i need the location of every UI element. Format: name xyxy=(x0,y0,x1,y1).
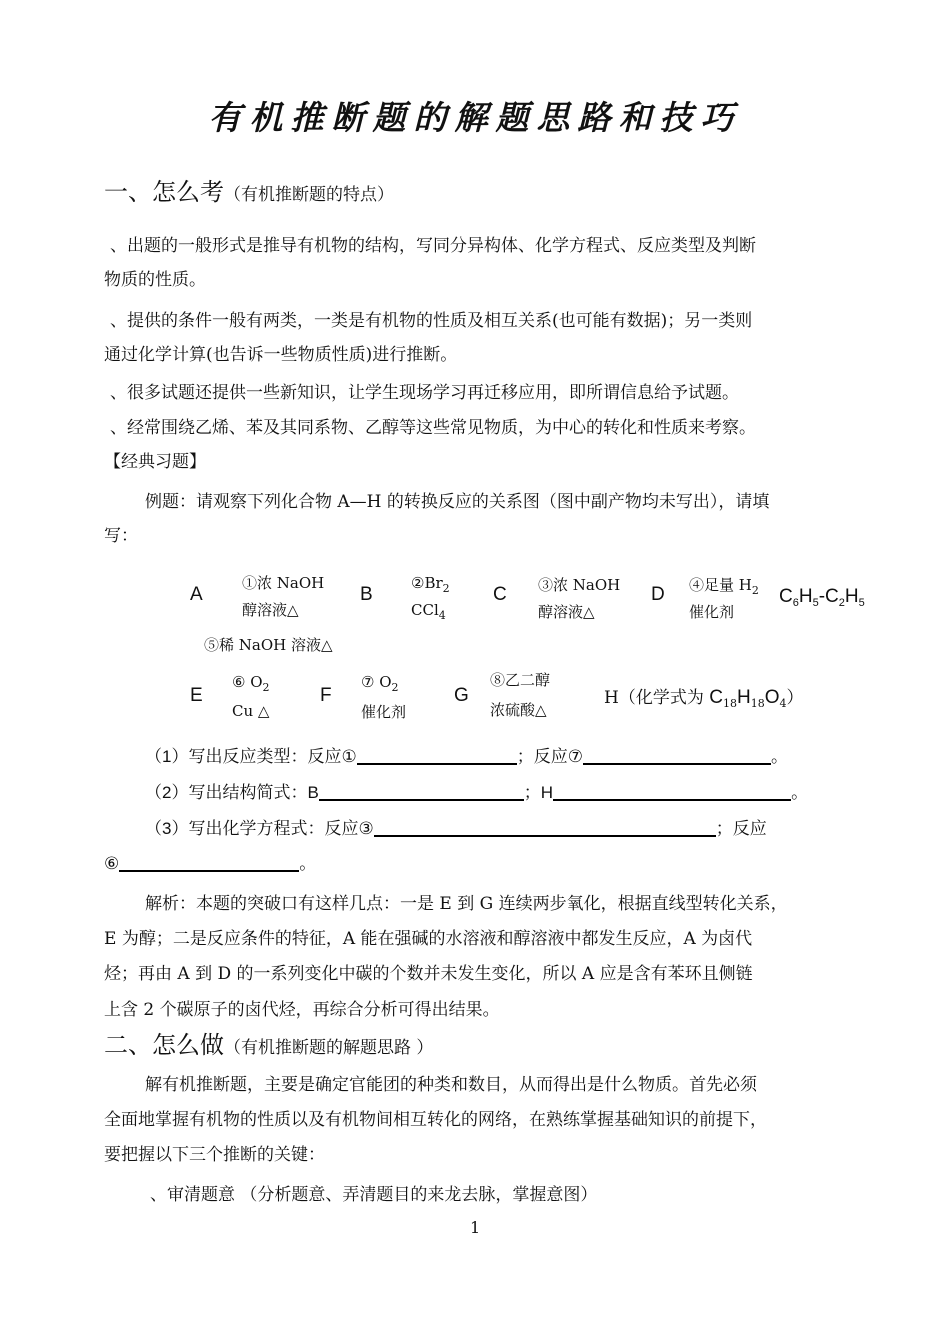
pf-3: -C xyxy=(818,586,839,607)
section1-heading xyxy=(104,172,394,207)
condition-2-bottom-text: CCl xyxy=(411,601,439,619)
condition-1-bottom: 醇溶液△ xyxy=(242,601,299,619)
pf-4: H xyxy=(844,586,859,607)
h-c-sub: 18 xyxy=(722,697,737,710)
q2-label-b: ；H xyxy=(523,783,554,802)
condition-3-bottom: 醇溶液△ xyxy=(538,603,595,621)
condition-7-top-text: ⑦ O xyxy=(361,673,392,691)
condition-6-top-sub: 2 xyxy=(262,681,270,694)
q3-end: 。 xyxy=(299,854,317,874)
pf-2s: 5 xyxy=(812,597,819,609)
q1-label-b: ；反应⑦ xyxy=(516,747,583,766)
question-3-cont xyxy=(104,847,316,881)
q3-blank-1[interactable] xyxy=(374,817,716,837)
compound-e: E xyxy=(190,685,203,706)
h-o-sub: 4 xyxy=(779,697,787,710)
section2-para-line3: 要把握以下三个推断的关键： xyxy=(104,1145,325,1165)
compound-f: F xyxy=(320,685,332,706)
condition-7-top xyxy=(361,672,399,698)
q1-blank-2[interactable] xyxy=(583,745,771,765)
q3-label-c: ⑥ xyxy=(104,854,120,874)
condition-4-bottom: 催化剂 xyxy=(689,603,735,621)
section1-heading-text: 一、怎么考 xyxy=(104,178,224,206)
h-suffix: ） xyxy=(786,688,804,708)
section2-para-line1: 解有机推断题，主要是确定官能团的种类和数目，从而得出是什么物质。首先必须 xyxy=(145,1075,757,1095)
item3-line1: 、很多试题还提供一些新知识，让学生现场学习再迁移应用，即所谓信息给予试题。 xyxy=(110,383,739,403)
question-2 xyxy=(145,776,808,810)
section2-heading-text: 二、怎么做 xyxy=(104,1031,224,1059)
pf-3s: 2 xyxy=(838,597,845,609)
q2-end: 。 xyxy=(791,783,809,802)
h-h: H xyxy=(736,687,751,708)
section2-para-line2: 全面地掌握有机物的性质以及有机物间相互转化的网络，在熟练掌握基础知识的前提下， xyxy=(104,1110,767,1130)
condition-2-bottom xyxy=(411,600,446,626)
pf-2: H xyxy=(798,586,813,607)
h-c: C xyxy=(709,687,723,708)
compound-a: A xyxy=(190,584,203,605)
q2-blank-1[interactable] xyxy=(319,781,524,801)
compound-c: C xyxy=(493,584,507,605)
condition-3-top: ③浓 NaOH xyxy=(538,576,621,594)
q1-label-a: （1）写出反应类型：反应① xyxy=(145,747,357,766)
question-3 xyxy=(145,812,767,846)
q2-label-a: （2）写出结构简式：B xyxy=(145,783,319,802)
condition-2-top-text: ②Br xyxy=(411,574,443,592)
condition-2-bottom-sub: 4 xyxy=(438,609,446,622)
example-line2: 写： xyxy=(104,526,138,546)
compound-h-formula xyxy=(604,683,803,710)
item4-line1: 、经常围绕乙烯、苯及其同系物、乙醇等这些常见物质，为中心的转化和性质来考察。 xyxy=(110,418,756,438)
condition-7-top-sub: 2 xyxy=(391,681,399,694)
condition-7-bottom: 催化剂 xyxy=(361,703,407,721)
section2-item1: 、审清题意 （分析题意、弄清题目的来龙去脉，掌握意图） xyxy=(150,1185,598,1205)
page-title: 有机推断题的解题思路和技巧 xyxy=(208,98,742,137)
condition-8-bottom: 浓硫酸△ xyxy=(490,701,547,719)
pf-4s: 5 xyxy=(858,597,865,609)
condition-1-top: ①浓 NaOH xyxy=(242,574,325,592)
condition-6-top xyxy=(232,672,270,698)
example-line1: 例题：请观察下列化合物 A—H 的转换反应的关系图（图中副产物均未写出），请填 xyxy=(145,492,770,512)
page-number: 1 xyxy=(470,1218,481,1237)
condition-5: ⑤稀 NaOH 溶液△ xyxy=(204,636,333,654)
section2-subheading: （有机推断题的解题思路 ） xyxy=(224,1038,434,1058)
analysis-line4: 上含 2 个碳原子的卤代烃，再综合分析可得出结果。 xyxy=(104,1000,500,1020)
pf-1s: 6 xyxy=(792,597,799,609)
q1-end: 。 xyxy=(770,747,788,766)
condition-6-top-text: ⑥ O xyxy=(232,673,263,691)
section2-heading xyxy=(104,1025,433,1060)
condition-2-top-sub: 2 xyxy=(442,582,450,595)
condition-4-top xyxy=(689,575,759,601)
compound-b: B xyxy=(360,584,373,605)
condition-8-top: ⑧乙二醇 xyxy=(490,671,551,689)
product-formula xyxy=(779,586,865,609)
q3-label-a: （3）写出化学方程式：反应③ xyxy=(145,819,374,838)
condition-2-top xyxy=(411,573,450,599)
item2-line2: 通过化学计算(也告诉一些物质性质)进行推断。 xyxy=(104,345,458,365)
q2-blank-2[interactable] xyxy=(553,781,791,801)
item1-line2: 物质的性质。 xyxy=(104,270,206,290)
compound-d: D xyxy=(651,584,665,605)
h-prefix: H（化学式为 xyxy=(604,688,710,708)
analysis-line2: E 为醇；二是反应条件的特征，A 能在强碱的水溶液和醇溶液中都发生反应，A 为卤代 xyxy=(104,929,753,949)
q3-blank-2[interactable] xyxy=(119,852,299,872)
question-1 xyxy=(145,740,788,774)
condition-4-top-sub: 2 xyxy=(751,584,759,597)
h-h-sub: 18 xyxy=(750,697,765,710)
compound-g: G xyxy=(454,685,469,706)
q3-label-b: ；反应 xyxy=(715,819,767,838)
analysis-line3: 烃；再由 A 到 D 的一系列变化中碳的个数并未发生变化，所以 A 应是含有苯环且侧链 xyxy=(104,964,753,984)
item1-line1: 、出题的一般形式是推导有机物的结构，写同分异构体、化学方程式、反应类型及判断 xyxy=(110,236,756,256)
item2-line1: 、提供的条件一般有两类，一类是有机物的性质及相互关系(也可能有数据)；另一类则 xyxy=(110,311,753,331)
condition-6-bottom: Cu △ xyxy=(232,702,270,720)
pf-1: C xyxy=(779,586,793,607)
condition-4-top-text: ④足量 H xyxy=(689,576,752,594)
h-o: O xyxy=(764,687,780,708)
classic-label: 【经典习题】 xyxy=(104,452,206,472)
q1-blank-1[interactable] xyxy=(357,745,517,765)
analysis-line1: 解析：本题的突破口有这样几点：一是 E 到 G 连续两步氧化，根据直线型转化关系， xyxy=(145,894,788,914)
section1-subheading: （有机推断题的特点） xyxy=(224,185,394,205)
